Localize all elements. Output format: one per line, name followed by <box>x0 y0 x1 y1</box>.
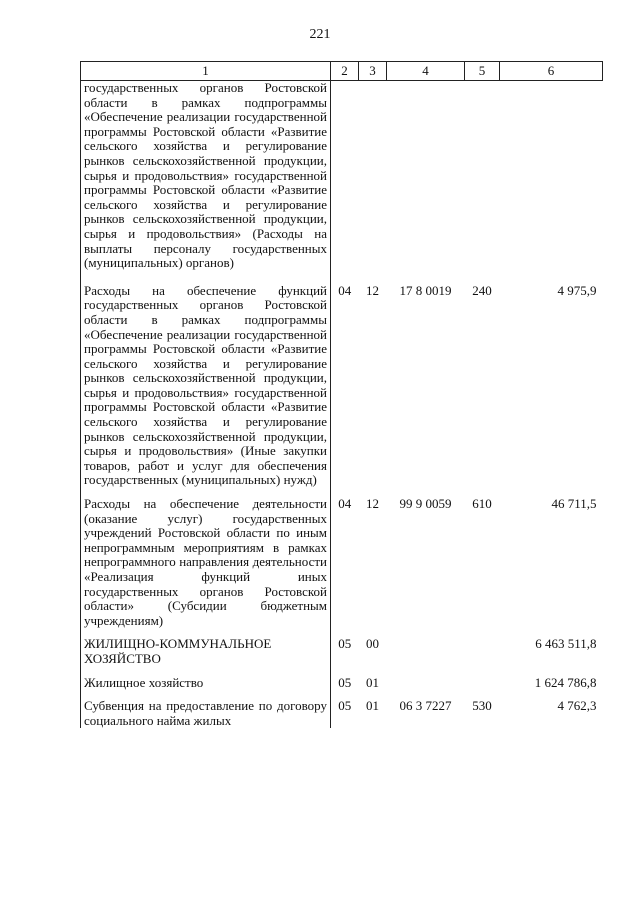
row-amount: 6 463 511,8 <box>535 636 597 652</box>
row-target-article <box>387 81 465 284</box>
row-amount: 1 624 786,8 <box>534 674 597 690</box>
row-description: Жилищное хозяйство <box>81 676 331 700</box>
row-target-article <box>387 637 465 675</box>
row-expense-type <box>465 81 500 284</box>
row-section: 05 <box>338 674 352 690</box>
table-row <box>81 497 603 637</box>
row-description: Субвенция на предоставление по договору социального найма жилых <box>81 699 331 728</box>
row-subsection <box>359 81 387 284</box>
row-expense-type <box>465 637 500 675</box>
header-col-4: 4 <box>387 62 465 81</box>
row-expense-type <box>465 676 500 700</box>
row-subsection: 01 <box>366 674 379 690</box>
budget-table <box>80 61 603 728</box>
row-section: 04 <box>338 282 352 298</box>
table-row <box>81 676 603 700</box>
row-description: Расходы на обеспечение деятельности (оказание услуг) государственных учреждений Ростовской области по иным непрограммным мероприятиям в рамках непрограммного направления деятельности «Реализация функций иных государственных органов Ростовской области» (Субсидии бюджетным учреждениям) <box>81 497 331 637</box>
header-col-5: 5 <box>465 62 500 81</box>
row-target-article: 06 3 7227 <box>399 698 452 714</box>
row-section: 05 <box>338 636 352 652</box>
table-row <box>81 81 603 284</box>
row-subsection: 12 <box>366 496 379 512</box>
row-description: государственных органов Ростовской области в рамках подпрограммы «Обеспечение реализации государственной программы Ростовской области «Развитие сельского хозяйства и регулирование рынков сельскохозяйственной продукции, сырья и продовольствия» государственной программы Ростовской области «Развитие сельского хозяйства и регулирование рынков сельскохозяйственной продукции, сырья и продовольствия» (Расходы на выплаты персоналу государственных (муниципальных) органов) <box>81 81 331 284</box>
row-subsection: 01 <box>366 698 379 714</box>
row-target-article: 99 9 0059 <box>399 496 452 512</box>
row-amount <box>500 81 603 284</box>
header-col-2: 2 <box>331 62 359 81</box>
table-row <box>81 699 603 728</box>
row-section: 05 <box>338 698 352 714</box>
row-section: 04 <box>338 496 352 512</box>
header-col-6: 6 <box>500 62 603 81</box>
row-subsection: 00 <box>366 636 379 652</box>
row-section <box>331 81 359 284</box>
row-amount: 46 711,5 <box>551 496 597 512</box>
table-row <box>81 637 603 675</box>
header-row <box>81 62 603 81</box>
row-target-article <box>387 676 465 700</box>
table-row <box>81 284 603 497</box>
row-expense-type: 610 <box>472 496 492 512</box>
row-expense-type: 530 <box>472 698 492 714</box>
header-col-1: 1 <box>81 62 331 81</box>
row-expense-type: 240 <box>472 282 492 298</box>
row-amount: 4 762,3 <box>557 698 597 714</box>
row-description: ЖИЛИЩНО-КОММУНАЛЬНОЕ ХОЗЯЙСТВО <box>81 637 331 675</box>
page-number: 221 <box>309 27 331 42</box>
row-description: Расходы на обеспечение функций государственных органов Ростовской области в рамках подпрограммы «Обеспечение реализации государственной программы Ростовской области «Развитие сельского хозяйства и регулирование рынков сельскохозяйственной продукции, сырья и продовольствия» государственной программы Ростовской области «Развитие сельского хозяйства и регулирование рынков сельскохозяйственной продукции, сырья и продовольствия» (Иные закупки товаров, работ и услуг для обеспечения государственных (муниципальных) нужд) <box>81 284 331 497</box>
header-col-3: 3 <box>359 62 387 81</box>
row-target-article: 17 8 0019 <box>399 282 452 298</box>
row-amount: 4 975,9 <box>557 282 597 298</box>
row-subsection: 12 <box>366 282 379 298</box>
